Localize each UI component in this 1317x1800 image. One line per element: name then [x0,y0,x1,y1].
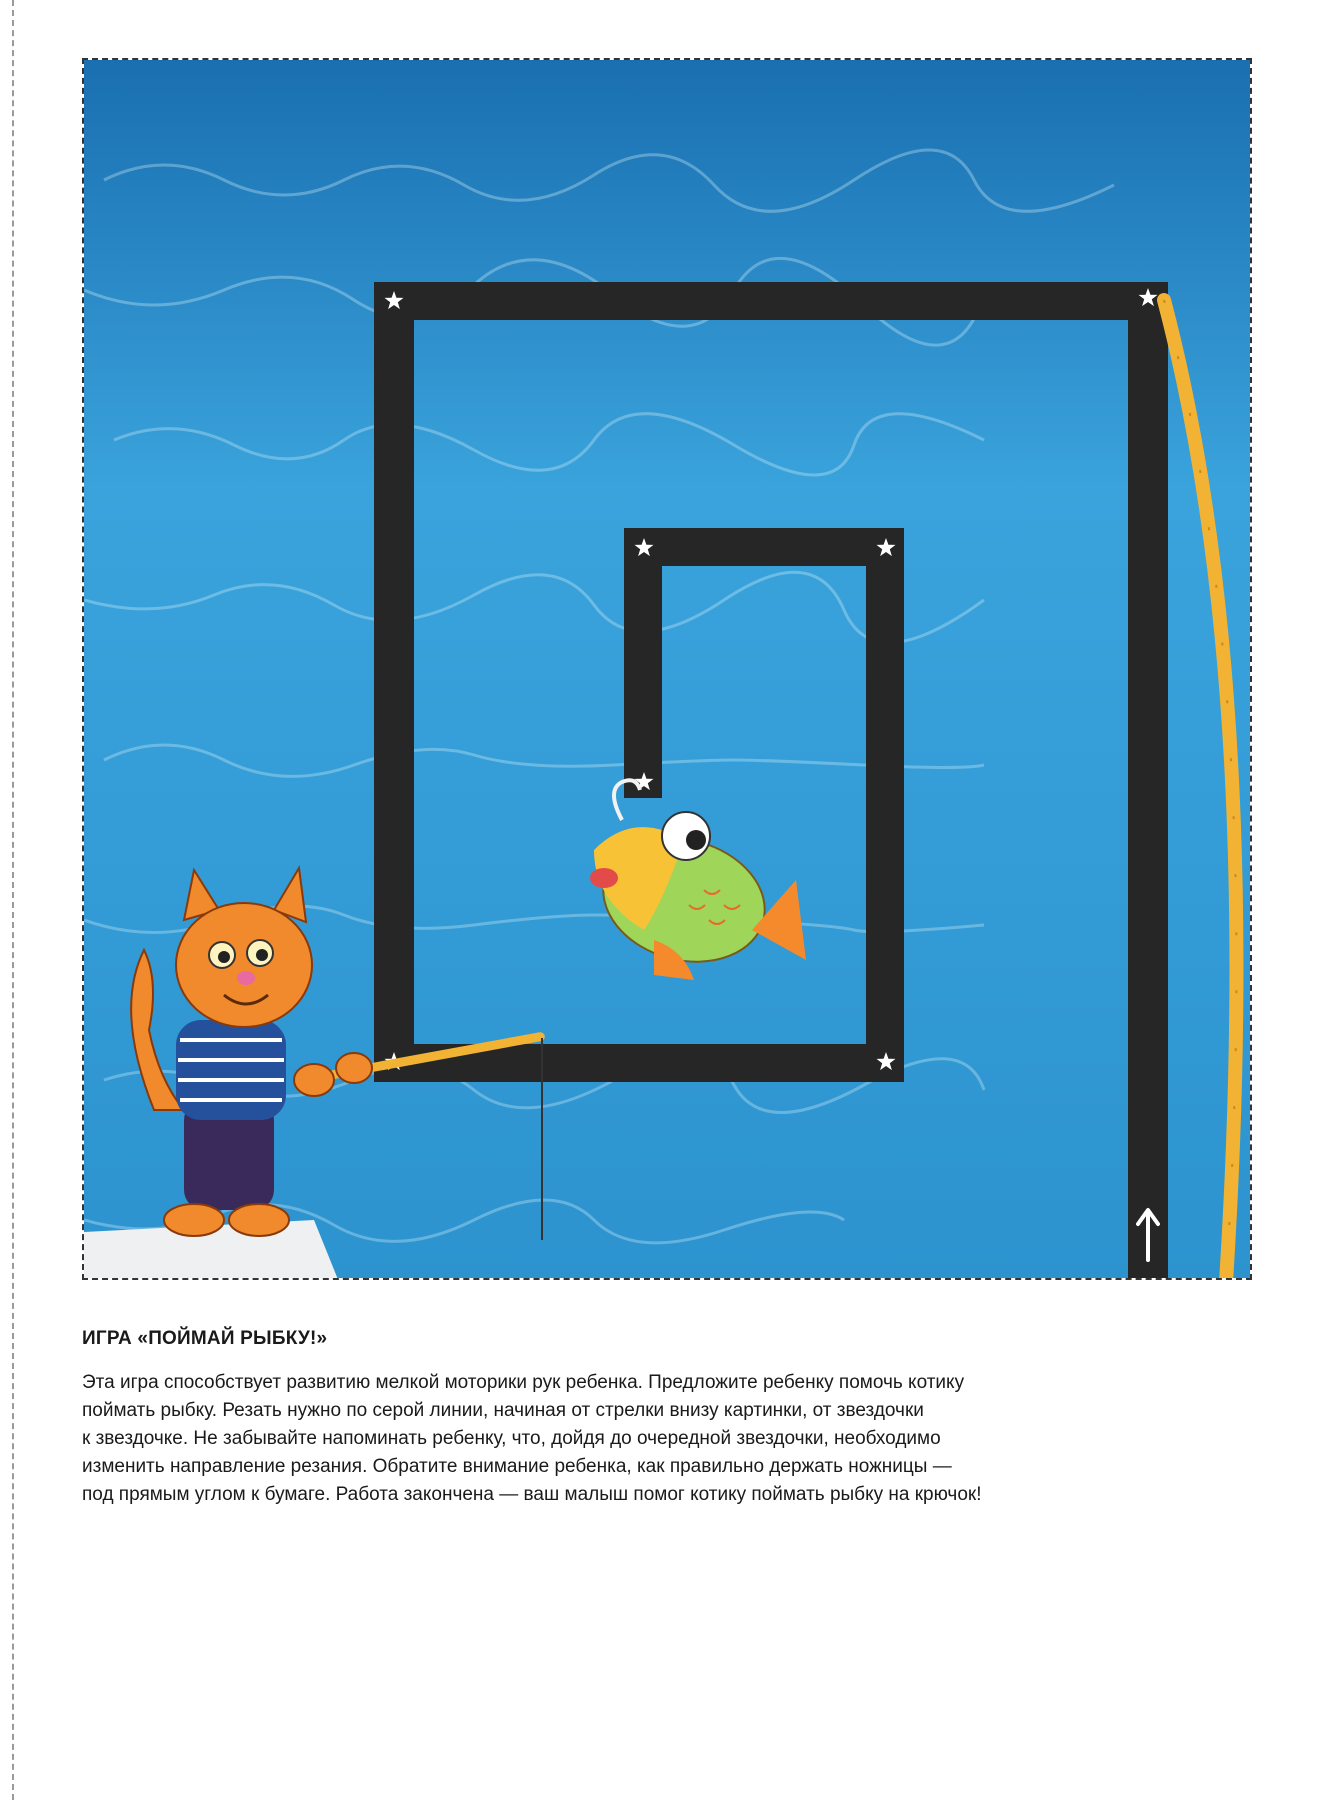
instruction-line: Эта игра способствует развитию мелкой моторики рук ребенка. Предложите ребенку помочь котику [82,1372,965,1393]
activity-title: ИГРА «ПОЙМАЙ РЫБКУ!» [82,1328,328,1349]
instruction-line: к звездочке. Не забывайте напоминать ребенку, что, дойдя до очередной звездочки, необходимо [82,1428,941,1449]
instruction-line: изменить направление резания. Обратите внимание ребенка, как правильно держать ножницы — [82,1456,952,1477]
activity-instructions [82,1369,1162,1509]
puzzle-picture [84,60,1252,1280]
instruction-line: под прямым углом к бумаге. Работа закончена — ваш малыш помог котику поймать рыбку на крючок! [82,1484,982,1505]
puzzle-picture-frame [82,58,1252,1280]
instruction-line: поймать рыбку. Резать нужно по серой линии, начиная от стрелки внизу картинки, от звездочки [82,1400,924,1421]
page-cut-margin-line [12,0,14,1800]
